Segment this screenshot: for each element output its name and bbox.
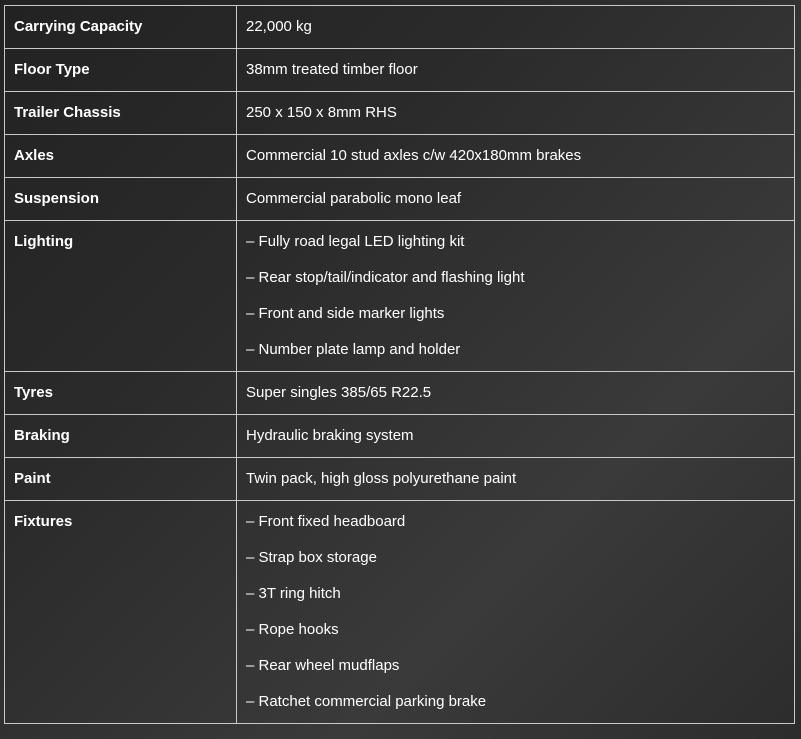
spec-row-trailer-chassis bbox=[5, 92, 795, 135]
spec-value: 250 x 150 x 8mm RHS bbox=[237, 92, 795, 135]
spec-list-item: – Rope hooks bbox=[246, 621, 339, 638]
spec-value: Twin pack, high gloss polyurethane paint bbox=[237, 458, 795, 501]
spec-row-floor-type bbox=[5, 49, 795, 92]
spec-label: Paint bbox=[5, 458, 237, 501]
spec-row-axles bbox=[5, 135, 795, 178]
spec-label: Floor Type bbox=[5, 49, 237, 92]
spec-value: Super singles 385/65 R22.5 bbox=[237, 372, 795, 415]
spec-row-suspension bbox=[5, 178, 795, 221]
spec-row-paint bbox=[5, 458, 795, 501]
spec-row-carrying-capacity bbox=[5, 6, 795, 49]
spec-value: Commercial 10 stud axles c/w 420x180mm brakes bbox=[237, 135, 795, 178]
spec-list-item: – Strap box storage bbox=[246, 549, 377, 566]
spec-list-item: – Number plate lamp and holder bbox=[246, 341, 461, 358]
spec-label: Trailer Chassis bbox=[5, 92, 237, 135]
spec-value-list bbox=[237, 501, 795, 724]
spec-list-item: – Ratchet commercial parking brake bbox=[246, 693, 487, 710]
spec-list-item: – Fully road legal LED lighting kit bbox=[246, 233, 465, 250]
spec-value: 22,000 kg bbox=[237, 6, 795, 49]
spec-row-tyres bbox=[5, 372, 795, 415]
spec-value: Hydraulic braking system bbox=[237, 415, 795, 458]
spec-list-item: – Rear stop/tail/indicator and flashing light bbox=[246, 269, 525, 286]
spec-value: Commercial parabolic mono leaf bbox=[237, 178, 795, 221]
spec-row-braking bbox=[5, 415, 795, 458]
spec-value: 38mm treated timber floor bbox=[237, 49, 795, 92]
spec-value-list bbox=[237, 221, 795, 372]
specifications-table bbox=[4, 5, 795, 724]
spec-label: Lighting bbox=[5, 221, 237, 372]
spec-list-item: – Rear wheel mudflaps bbox=[246, 657, 400, 674]
spec-label: Fixtures bbox=[5, 501, 237, 724]
spec-label: Suspension bbox=[5, 178, 237, 221]
spec-label: Axles bbox=[5, 135, 237, 178]
spec-list-item: – 3T ring hitch bbox=[246, 585, 341, 602]
spec-label: Carrying Capacity bbox=[5, 6, 237, 49]
spec-list-item: – Front fixed headboard bbox=[246, 513, 406, 530]
spec-label: Braking bbox=[5, 415, 237, 458]
spec-list-item: – Front and side marker lights bbox=[246, 305, 445, 322]
spec-label: Tyres bbox=[5, 372, 237, 415]
spec-row-fixtures bbox=[5, 501, 795, 724]
spec-row-lighting bbox=[5, 221, 795, 372]
